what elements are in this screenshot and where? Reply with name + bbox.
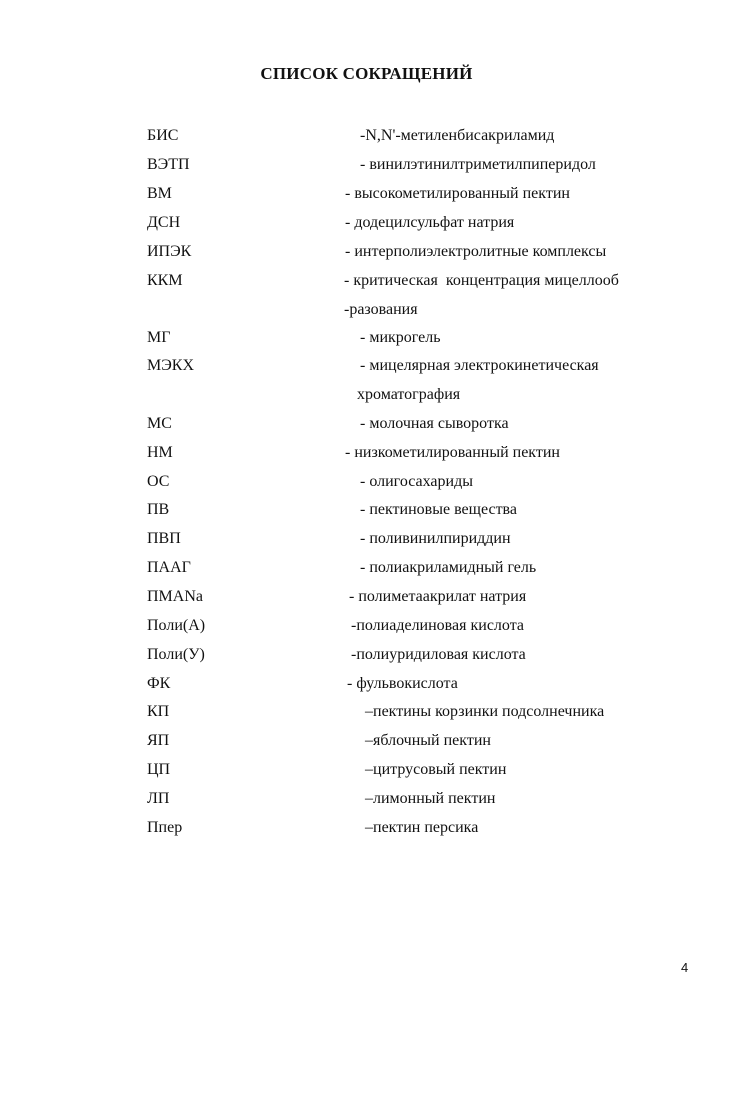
abbreviation: ЛП	[147, 790, 170, 807]
abbreviation: ВЭТП	[147, 156, 190, 173]
abbreviation: МГ	[147, 329, 171, 346]
abbreviation-definition: - олигосахариды	[360, 473, 473, 490]
abbreviation-entry	[0, 614, 733, 638]
abbreviation-definition: -полиаделиновая кислота	[351, 617, 524, 634]
abbreviation: МЭКХ	[147, 357, 195, 374]
abbreviation-definition: - интерполиэлектролитные комплексы	[345, 243, 607, 260]
abbreviation-definition: - молочная сыворотка	[360, 415, 509, 432]
abbreviation: КП	[147, 703, 170, 720]
abbreviation-entry	[0, 240, 733, 264]
abbreviation-entry	[0, 354, 733, 378]
abbreviation-entry	[0, 816, 733, 840]
abbreviation: ПВП	[147, 530, 181, 547]
page-number: 4	[681, 960, 689, 975]
abbreviation-entry	[0, 643, 733, 667]
abbreviation-definition: - полиметаакрилат натрия	[349, 588, 527, 605]
abbreviation: ОС	[147, 473, 170, 490]
abbreviation-definition: -разования	[344, 301, 418, 318]
abbreviation-definition: - микрогель	[360, 329, 441, 346]
abbreviation: ВМ	[147, 185, 172, 202]
abbreviation-entry	[0, 124, 733, 148]
abbreviation: ДСН	[147, 214, 181, 231]
abbreviation-entry	[0, 700, 733, 724]
abbreviation-entry	[0, 672, 733, 696]
abbreviation: Поли(У)	[147, 646, 205, 663]
abbreviation-definition: - поливинилпириддин	[360, 530, 511, 547]
abbreviation-entry-continuation	[0, 383, 733, 407]
abbreviation-definition: - полиакриламидный гель	[360, 559, 537, 576]
abbreviation-definition: –пектины корзинки подсолнечника	[365, 703, 605, 720]
abbreviation-entry	[0, 412, 733, 436]
abbreviation-entry	[0, 182, 733, 206]
abbreviation-entry	[0, 470, 733, 494]
abbreviation-entry-continuation	[0, 298, 733, 322]
abbreviation-definition: - критическая концентрация мицеллооб	[344, 272, 619, 289]
abbreviation: ФК	[147, 675, 171, 692]
abbreviation-definition: - высокометилированный пектин	[345, 185, 570, 202]
abbreviation-entry	[0, 527, 733, 551]
abbreviation-definition: хроматография	[357, 386, 461, 403]
abbreviation-entry	[0, 211, 733, 235]
abbreviation: ИПЭК	[147, 243, 192, 260]
abbreviation: НМ	[147, 444, 173, 461]
abbreviation-entry	[0, 441, 733, 465]
abbreviation-definition: –пектин персика	[365, 819, 479, 836]
abbreviation-definition: - додецилсульфат натрия	[345, 214, 515, 231]
abbreviation-entry	[0, 787, 733, 811]
abbreviation-definition: - винилэтинилтриметилпиперидол	[360, 156, 596, 173]
abbreviation-definition: -N,N'-метиленбисакриламид	[360, 127, 555, 144]
abbreviation-entry	[0, 758, 733, 782]
abbreviation-definition: - низкометилированный пектин	[345, 444, 560, 461]
abbreviation-entry	[0, 269, 733, 293]
abbreviation-definition: - фульвокислота	[347, 675, 458, 692]
abbreviation-entry	[0, 326, 733, 350]
abbreviation-definition: -полиуридиловая кислота	[351, 646, 526, 663]
abbreviation-entry	[0, 729, 733, 753]
abbreviation-definition: - пектиновые вещества	[360, 501, 517, 518]
abbreviation-definition: –лимонный пектин	[365, 790, 496, 807]
abbreviation-definition: - мицелярная электрокинетическая	[360, 357, 599, 374]
abbreviation-entry	[0, 585, 733, 609]
abbreviation: ПМАNa	[147, 588, 203, 605]
abbreviation-definition: –яблочный пектин	[365, 732, 491, 749]
abbreviation: ПААГ	[147, 559, 191, 576]
abbreviation: ЯП	[147, 732, 170, 749]
abbreviation: Поли(А)	[147, 617, 206, 634]
abbreviation: Ппер	[147, 819, 183, 836]
abbreviation: БИС	[147, 127, 179, 144]
abbreviation-entry	[0, 498, 733, 522]
abbreviation-definition: –цитрусовый пектин	[365, 761, 507, 778]
abbreviation: МС	[147, 415, 172, 432]
abbreviation: ПВ	[147, 501, 170, 518]
abbreviation: ЦП	[147, 761, 171, 778]
page-title: СПИСОК СОКРАЩЕНИЙ	[260, 64, 473, 83]
abbreviation-entry	[0, 153, 733, 177]
abbreviation-entry	[0, 556, 733, 580]
abbreviation: ККМ	[147, 272, 183, 289]
